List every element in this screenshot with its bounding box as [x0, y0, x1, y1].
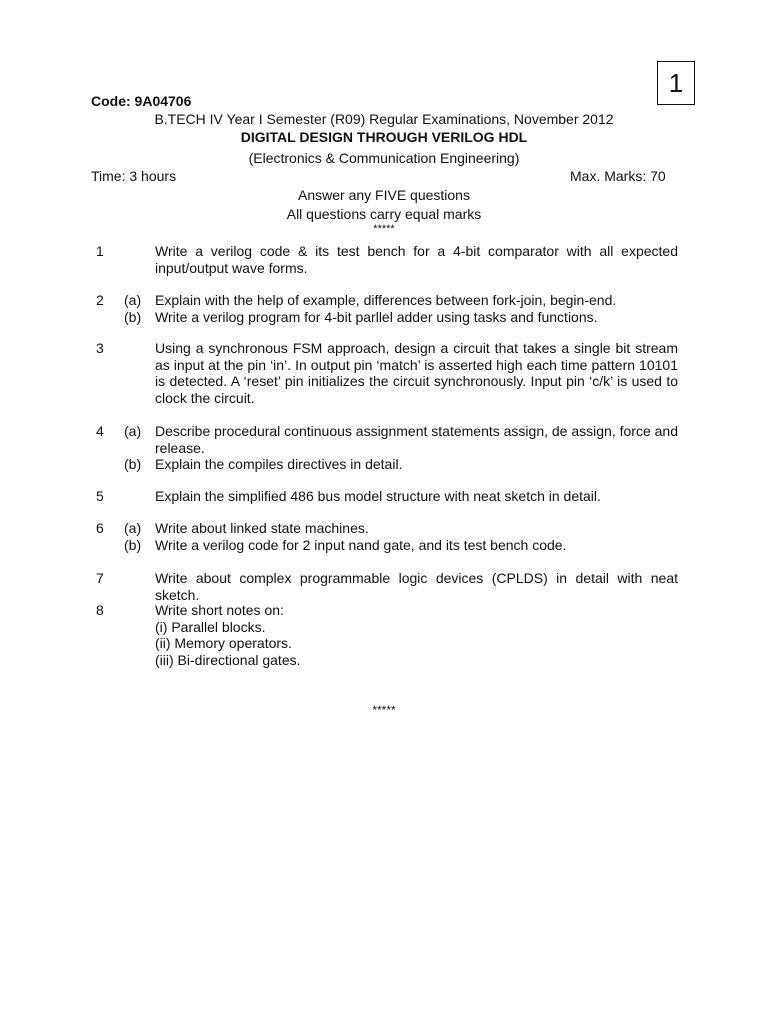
question-part: [96, 635, 678, 652]
question-text: (iii) Bi-directional gates.: [155, 651, 301, 668]
question-number: 8: [96, 602, 104, 618]
question-part-label: (b): [124, 536, 142, 553]
question-text: Write about linked state machines.: [155, 520, 369, 536]
question-number: 6: [96, 520, 104, 536]
question-text: Write a verilog code for 2 input nand gate, and its test bench code.: [155, 536, 567, 553]
question-part: [96, 292, 678, 309]
question-part: [96, 340, 678, 406]
question-8: [96, 602, 678, 668]
question-text: Using a synchronous FSM approach, design a circuit that takes a single bit stream as input at the pin ‘in’. In output pin ‘match’ is asserted high each time pattern 10101 is detected. A ‘reset’ pin initializes the circuit synchronously. Input pin ‘c/k’ is used to clock the circuit.: [155, 340, 678, 406]
paper-code: Code: 9A04706: [91, 93, 192, 109]
instruction-equal-marks: All questions carry equal marks: [286, 206, 482, 222]
question-text: Explain the simplified 486 bus model structure with neat sketch in detail.: [155, 488, 601, 504]
question-part-label: (b): [124, 308, 142, 325]
page-number-box: 1: [657, 61, 695, 105]
question-text: Write short notes on:: [155, 602, 284, 618]
question-text: (ii) Memory operators.: [155, 635, 292, 651]
question-number: 5: [96, 488, 104, 504]
instruction-answer-five: Answer any FIVE questions: [298, 187, 470, 203]
separator-stars-bottom: *****: [372, 703, 396, 717]
question-text: Write a verilog program for 4-bit parllel adder using tasks and functions.: [155, 308, 598, 325]
question-part: [96, 520, 678, 537]
exam-title: B.TECH IV Year I Semester (R09) Regular Examinations, November 2012: [154, 111, 614, 127]
question-2: [96, 292, 678, 325]
question-part: [96, 570, 678, 603]
question-4: [96, 423, 678, 473]
question-text: Explain the compiles directives in detail.: [155, 456, 403, 472]
question-number: 4: [96, 423, 104, 439]
question-7: [96, 570, 678, 603]
question-number: 1: [96, 243, 104, 259]
question-text: (i) Parallel blocks.: [155, 618, 266, 635]
question-text: Write about complex programmable logic devices (CPLDS) in detail with neat sketch.: [155, 570, 678, 603]
question-part-label: (a): [124, 423, 142, 439]
question-number: 3: [96, 340, 104, 356]
question-part: [96, 652, 678, 669]
question-part: [96, 602, 678, 619]
question-3: [96, 340, 678, 406]
question-part: [96, 537, 678, 554]
question-text: Explain with the help of example, differences between fork-join, begin-end.: [155, 292, 617, 308]
branch-name: (Electronics & Communication Engineering): [248, 150, 520, 166]
question-1: [96, 243, 678, 276]
question-part: [96, 456, 678, 473]
subject-title: DIGITAL DESIGN THROUGH VERILOG HDL: [240, 129, 528, 145]
question-part: [96, 423, 678, 456]
separator-stars-top: *****: [373, 223, 395, 235]
question-part: [96, 309, 678, 326]
question-part-label: (b): [124, 456, 142, 472]
question-part: [96, 488, 678, 505]
question-6: [96, 520, 678, 553]
time-allowed: Time: 3 hours: [91, 168, 177, 184]
question-5: [96, 488, 678, 505]
question-text: Describe procedural continuous assignment statements assign, de assign, force and release.: [155, 423, 678, 456]
question-part-label: (a): [124, 520, 142, 536]
question-part-label: (a): [124, 292, 142, 308]
question-number: 7: [96, 570, 104, 586]
question-part: [96, 243, 678, 276]
question-text: Write a verilog code & its test bench for a 4-bit comparator with all expected input/output wave forms.: [155, 243, 678, 276]
max-marks: Max. Marks: 70: [570, 168, 666, 184]
question-part: [96, 619, 678, 636]
question-number: 2: [96, 292, 104, 308]
